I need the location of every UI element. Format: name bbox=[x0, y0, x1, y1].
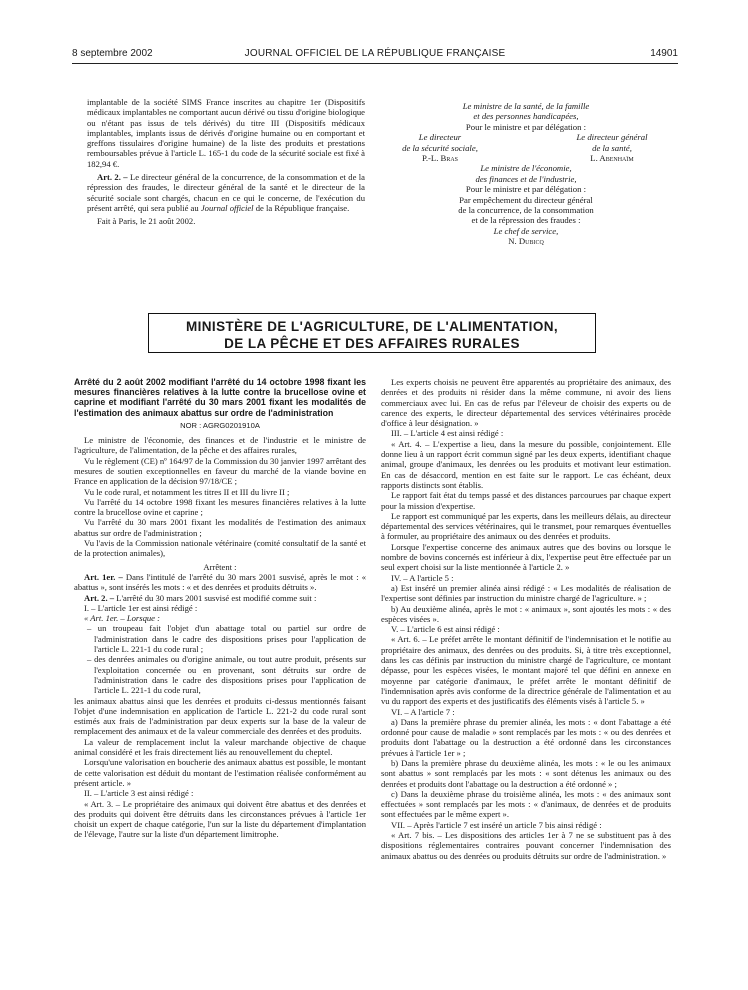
impediment-line: Par empêchement du directeur général bbox=[459, 194, 593, 205]
article-paragraph bbox=[74, 593, 366, 603]
paragraph: a) Est inséré un premier alinéa ainsi rédigé : « Les modalités de réalisation de l'expertise sont définies par instruction du ministre chargé de l'agriculture. » ; bbox=[381, 582, 671, 604]
top-left-text bbox=[87, 97, 365, 227]
minister-title-cont: et des personnes handicapées, bbox=[473, 111, 579, 122]
article-text: Le directeur général de la concurrence, de la consommation et de la répression des fraudes, le directeur général de la santé et le directeur de la sécurité sociale sont chargés, chacun en ce qui le concerne, de l'exécution du présent arrêté, qui sera publié au bbox=[87, 172, 365, 213]
journal-title: JOURNAL OFFICIEL DE LA RÉPUBLIQUE FRANÇAISE bbox=[244, 48, 506, 59]
article-text: Dans l'intitulé de l'arrêté du 30 mars 2001 susvisé, après le mot : « abattus », sont insérés les mots : « et des denrées et produits détruits ». bbox=[74, 571, 366, 593]
signatory-title-cont: de la sécurité sociale, bbox=[402, 142, 478, 153]
page-number: 14901 bbox=[650, 48, 678, 59]
signatories-row bbox=[380, 132, 672, 163]
right-column bbox=[381, 377, 671, 861]
journal-reference: Journal officiel bbox=[200, 202, 254, 213]
paragraph: Les experts choisis ne peuvent être apparentés au propriétaire des animaux, des denrées et des produits ni résider dans la même commune, ni avoir des liens commerciaux avec lui. En cas de refus par l'éleveur de choisir des experts ou de carence des experts, le directeur départemental des services vétérinaires procède d'office à leur désignation. » bbox=[381, 377, 671, 429]
quote-line: « Art. 1er. – Lorsque : bbox=[84, 613, 160, 624]
paragraph: implantable de la société SIMS France inscrites au chapitre 1er (Dispositifs médicaux implantables ne comportant aucun dérivé ou tissu d'origine biologique ou n'étant pas issus de tels dérivés) du titre III (Dispositifs médicaux implantables, implants issus de dérivés d'origine humaine ou en comportant et greffons tissulaires d'origine humaine) de la liste des produits et prestations remboursables prévue à l'article L. 165-1 du code de la sécurité sociale est fixé à 182,94 €. bbox=[87, 97, 365, 169]
paragraph: Vu le règlement (CE) nº 164/97 de la Commission du 30 janvier 1997 arrêtant des mesures de soutien exceptionnelles en faveur du marché de la viande bovine en France en application de la décision 97/18/CE ; bbox=[74, 455, 366, 487]
paragraph: Le rapport fait état du temps passé et des distances parcourues par chaque expert pour la mission d'expertise. bbox=[381, 490, 671, 511]
right-signatory bbox=[552, 132, 672, 163]
paragraph: « Art. 6. – Le préfet arrête le montant définitif de l'indemnisation et le notifie au propriétaire des animaux, des denrées ou des produits. Si, à titre très exceptionnel, dans les cas définis par instruction du ministre chargé de l'agriculture, ce montant dépasse, pour les espèces visées, le montant majoré tel que défini en annexe en moyenne par catégorie d'animaux, le préfet arrête le montant définitif de l'indemnisation après avis conforme de la directrice générale de l'alimentation et au vu du rapport des experts et des justificatifs des éléments visés à l'article 5. » bbox=[381, 634, 671, 707]
delegation-line: Pour le ministre et par délégation : bbox=[465, 121, 587, 132]
paragraph: c) Dans la deuxième phrase du troisième alinéa, les mots : « des animaux sont effectuées » sont remplacés par les mots : « d'animaux, de denrées et de produits sont effectuées par le même expert ». bbox=[381, 788, 671, 820]
paragraph: Vu l'avis de la Commission nationale vétérinaire (comité consultatif de la santé et de la protection animales), bbox=[74, 538, 366, 559]
paragraph: Le ministre de l'économie, des finances et de l'industrie et le ministre de l'agriculture, de l'alimentation, de la pêche et des affaires rurales, bbox=[74, 435, 366, 456]
article-2-paragraph bbox=[87, 172, 365, 213]
section-line: I. – L'article 1er est ainsi rédigé : bbox=[84, 602, 198, 613]
paragraph: « Art. 4. – L'expertise a lieu, dans la mesure du possible, conjointement. Elle donne lieu à un rapport écrit commun signé par les deux experts, identifiant chaque animal, groupe d'animaux, les denrées ou les produits et motivant leur estimation. En cas de désaccord, mention en est faite sur le rapport. Le cas échéant, deux rapports distincts sont établis. bbox=[381, 438, 671, 490]
signatory-title: Le directeur bbox=[418, 132, 462, 143]
dash-item: – des denrées animales ou d'origine animale, ou tout autre produit, présents sur l'exploitation concernée ou en provenant, sont détruits sur ordre de l'administration dans le cadre des dispositions prises pour l'application de l'article L. 221-1 du code rural, bbox=[87, 654, 366, 696]
minister-title: Le ministre de l'économie, bbox=[480, 163, 572, 174]
section-line: III. – L'article 4 est ainsi rédigé : bbox=[391, 428, 504, 439]
section-line: IV. – A l'article 5 : bbox=[391, 572, 454, 583]
article-label: Art. 2. – bbox=[97, 172, 128, 183]
left-column bbox=[74, 377, 366, 840]
place-date: Fait à Paris, le 21 août 2002. bbox=[97, 216, 196, 227]
minister-title-cont: des finances et de l'industrie, bbox=[475, 173, 577, 184]
delegation-line: Pour le ministre et par délégation : bbox=[465, 184, 587, 195]
dash-item: – un troupeau fait l'objet d'un abattage total ou partiel sur ordre de l'administration dans le cadre des dispositions prises pour l'application de l'article L. 221-1 du code rural ; bbox=[87, 623, 366, 655]
banner-line: DE LA PÊCHE ET DES AFFAIRES RURALES bbox=[224, 336, 520, 351]
header-rule bbox=[72, 63, 678, 64]
paragraph: b) Au deuxième alinéa, après le mot : « animaux », sont ajoutés les mots : « des espèces visées ». bbox=[381, 603, 671, 624]
paragraph: a) Dans la première phrase du premier alinéa, les mots : « dont l'abattage a été ordonné pour cause de maladie » sont remplacés par les mots : « ou des denrées et produits dont l'abattage ou la destruction a été ordonné dans les circonstances prévues à l'article 1er » ; bbox=[381, 716, 671, 758]
banner-line: MINISTÈRE DE L'AGRICULTURE, DE L'ALIMENTATION, bbox=[185, 319, 559, 334]
paragraph: les animaux abattus ainsi que les denrées et produits ci-dessus mentionnés faisant l'objet d'une indemnisation en application de l'article L. 221-2 du code rural sont estimés aux frais de l'administration par deux experts sur la base de la valeur de remplacement des animaux et de la valeur commerciale des denrées et des produits. bbox=[74, 695, 366, 737]
section-line: V. – L'article 6 est ainsi rédigé : bbox=[391, 624, 500, 635]
paragraph: Vu l'arrêté du 14 octobre 1998 fixant les mesures financières relatives à la lutte contre la brucellose ovine et caprine ; bbox=[74, 496, 366, 518]
article-label: Art. 2. – bbox=[84, 592, 115, 603]
page-header bbox=[72, 48, 678, 62]
article-label: Art. 1er. – bbox=[84, 571, 123, 582]
left-signatory bbox=[380, 132, 500, 163]
section-line: VI. – A l'article 7 : bbox=[391, 706, 455, 717]
section-line: VII. – Après l'article 7 est inséré un article 7 bis ainsi rédigé : bbox=[391, 819, 602, 830]
section-line: II. – L'article 3 est ainsi rédigé : bbox=[84, 788, 194, 799]
arretent-heading: Arrêtent : bbox=[203, 561, 237, 572]
article-text: L'arrêté du 30 mars 2001 susvisé est modifié comme suit : bbox=[114, 592, 317, 603]
signatory-title-cont: de la santé, bbox=[592, 142, 632, 153]
signature-block bbox=[380, 101, 672, 247]
paragraph: Lorsque l'expertise concerne des animaux autres que des bovins ou lorsque le nombre de bovins concernés est inférieur à dix, l'expertise peut être effectuée par un seul expert choisi sur la liste mentionnée à l'article 2. » bbox=[381, 541, 671, 573]
nor-reference: NOR : AGRG0201910A bbox=[180, 420, 260, 430]
signatory-title: Le chef de service, bbox=[493, 225, 559, 236]
impediment-line: de la concurrence, de la consommation bbox=[458, 205, 594, 216]
signatory-name: N. Dubicq bbox=[508, 236, 544, 247]
signatory-title: Le directeur général bbox=[576, 132, 648, 143]
paragraph: La valeur de remplacement inclut la valeur marchande objective de chaque animal considéré et les frais directement liés au renouvellement du cheptel. bbox=[74, 736, 366, 758]
ministry-banner bbox=[148, 313, 596, 353]
paragraph: Vu le code rural, et notamment les titres II et III du livre II ; bbox=[84, 486, 290, 497]
signatory-name: P.-L. Bras bbox=[421, 153, 459, 164]
paragraph: Le rapport est communiqué par les experts, dans les meilleurs délais, au directeur départemental des services vétérinaires, qui le transmet, pour remarques éventuelles à formuler, au propriétaire des animaux ou des denrées et produits. bbox=[381, 510, 671, 542]
paragraph: « Art. 7 bis. – Les dispositions des articles 1er à 7 ne se substituent pas à des dispositions réglementaires contraires pouvant concerner l'indemnisation des animaux abattus ou des denrées ou produits détruits sur ordre de l'administration. » bbox=[381, 830, 671, 861]
decree-title: Arrêté du 2 août 2002 modifiant l'arrêté du 14 octobre 1998 fixant les mesures financières relatives à la lutte contre la brucellose ovine et caprine et modifiant l'arrêté du 30 mars 2001 fixant les modalités de l'estimation des animaux abattus sur ordre de l'administration bbox=[74, 377, 366, 418]
paragraph: Vu l'arrêté du 30 mars 2001 fixant les modalités de l'estimation des animaux abattus sur ordre de l'administration ; bbox=[74, 517, 366, 538]
article-text-end: de la République française. bbox=[253, 202, 350, 213]
paragraph: Lorsqu'une valorisation en boucherie des animaux abattus est possible, le montant de cette valorisation est déduit du montant de l'estimation réalisée conformément au présent article. » bbox=[74, 757, 366, 788]
paragraph: « Art. 3. – Le propriétaire des animaux qui doivent être abattus et des denrées et des produits qui doivent être détruits dans les circonstances prévues à l'article 1er choisit un expert de chaque catégorie, l'un sur la liste du département d'implantation de l'élevage, l'autre sur la liste d'un département limitrophe. bbox=[74, 798, 366, 840]
article-paragraph bbox=[74, 572, 366, 593]
paragraph: b) Dans la première phrase du deuxième alinéa, les mots : « le ou les animaux sont abattus » sont remplacés par les mots : « sont détenus les animaux ou des denrées et produits dont l'abattage ou la destruction a été ordonné » ; bbox=[381, 757, 671, 789]
publication-date: 8 septembre 2002 bbox=[72, 48, 153, 59]
impediment-line: et de la répression des fraudes : bbox=[471, 215, 581, 226]
minister-title: Le ministre de la santé, de la famille bbox=[462, 101, 590, 111]
signatory-name: L. Abenhaïm bbox=[590, 153, 634, 164]
